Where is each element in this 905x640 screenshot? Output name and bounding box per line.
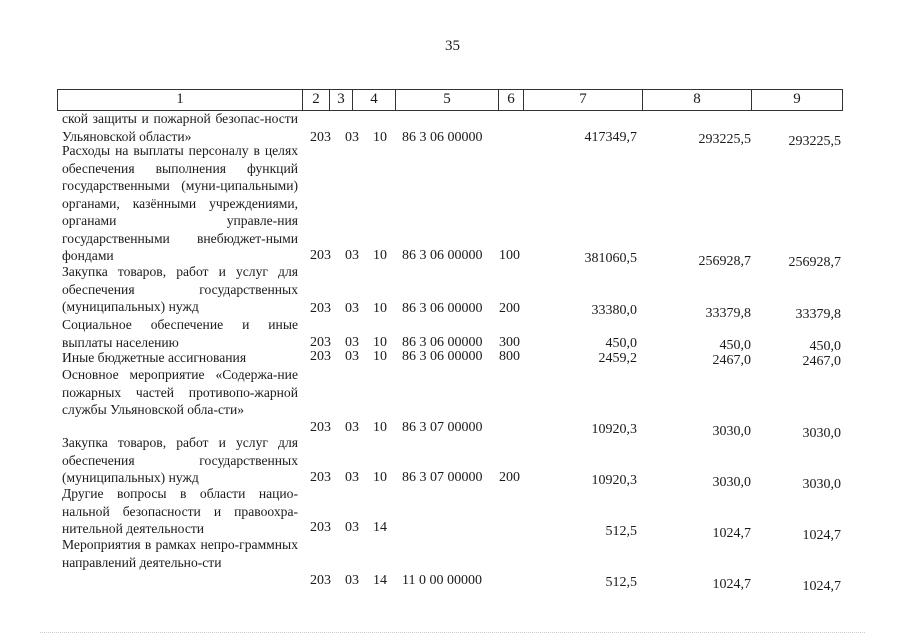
cell-amount-9: 450,0: [809, 339, 841, 354]
header-col-5: 5: [395, 89, 498, 110]
cell-target: 86 3 06 00000: [402, 349, 483, 364]
cell-amount-7: 512,5: [605, 575, 637, 590]
cell-amount-8: 293225,5: [698, 132, 751, 147]
cell-amount-8: 1024,7: [712, 577, 751, 592]
cell-amount-8: 2467,0: [712, 353, 751, 368]
cell-amount-7: 10920,3: [591, 422, 637, 437]
row-description: Закупка товаров, работ и услуг для обеспечения государственных (муниципальных) нужд: [62, 435, 298, 485]
header-col-1: 1: [57, 89, 302, 110]
cell-amount-8: 3030,0: [712, 475, 751, 490]
cell-amount-9: 256928,7: [788, 255, 841, 270]
page-number: 35: [445, 38, 460, 54]
cell-subsection: 10: [373, 301, 387, 316]
cell-code: 203: [310, 301, 331, 316]
cell-amount-8: 1024,7: [712, 526, 751, 541]
header-col-2: 2: [302, 89, 329, 110]
cell-code: 203: [310, 520, 331, 535]
cell-section: 03: [345, 520, 359, 535]
scan-edge-artifact: [40, 632, 865, 633]
cell-amount-8: 3030,0: [712, 424, 751, 439]
cell-amount-9: 3030,0: [802, 477, 841, 492]
header-col-6: 6: [498, 89, 523, 110]
header-col-4: 4: [352, 89, 395, 110]
cell-section: 03: [345, 335, 359, 350]
cell-amount-9: 1024,7: [802, 528, 841, 543]
row-description: Социальное обеспечение и иные выплаты населению: [62, 317, 298, 350]
cell-code: 203: [310, 349, 331, 364]
cell-amount-9: 33379,8: [795, 307, 841, 322]
cell-subsection: 10: [373, 420, 387, 435]
cell-amount-8: 33379,8: [705, 306, 751, 321]
header-col-7: 7: [523, 89, 642, 110]
cell-code: 203: [310, 573, 331, 588]
cell-amount-7: 417349,7: [584, 130, 637, 145]
cell-type: 800: [499, 349, 520, 364]
cell-subsection: 10: [373, 248, 387, 263]
cell-amount-7: 33380,0: [591, 303, 637, 318]
row-description: Иные бюджетные ассигнования: [62, 350, 247, 365]
cell-amount-9: 1024,7: [802, 579, 841, 594]
cell-subsection: 10: [373, 470, 387, 485]
cell-section: 03: [345, 301, 359, 316]
row-description: ской защиты и пожарной безопас-ности Ульяновской области»: [62, 111, 298, 144]
cell-code: 203: [310, 470, 331, 485]
cell-code: 203: [310, 420, 331, 435]
header-col-3: 3: [329, 89, 352, 110]
row-description: Основное мероприятие «Содержа-ние пожарных частей противопо-жарной службы Ульяновской обла-сти»: [62, 367, 298, 417]
cell-subsection: 10: [373, 130, 387, 145]
cell-amount-8: 450,0: [719, 338, 751, 353]
header-col-9: 9: [751, 89, 843, 110]
cell-target: 11 0 00 00000: [402, 573, 482, 588]
cell-section: 03: [345, 349, 359, 364]
cell-section: 03: [345, 573, 359, 588]
cell-subsection: 10: [373, 349, 387, 364]
row-description: Закупка товаров, работ и услуг для обеспечения государственных (муниципальных) нужд: [62, 264, 298, 314]
cell-amount-7: 2459,2: [598, 351, 637, 366]
cell-target: 86 3 07 00000: [402, 470, 483, 485]
cell-code: 203: [310, 335, 331, 350]
cell-type: 200: [499, 301, 520, 316]
cell-code: 203: [310, 248, 331, 263]
cell-section: 03: [345, 420, 359, 435]
row-description: Мероприятия в рамках непро-граммных направлений деятельно-сти: [62, 537, 298, 570]
cell-target: 86 3 06 00000: [402, 335, 483, 350]
header-col-8: 8: [642, 89, 751, 110]
cell-target: 86 3 06 00000: [402, 130, 483, 145]
cell-amount-9: 3030,0: [802, 426, 841, 441]
cell-section: 03: [345, 470, 359, 485]
cell-amount-7: 10920,3: [591, 473, 637, 488]
cell-target: 86 3 06 00000: [402, 301, 483, 316]
cell-type: 200: [499, 470, 520, 485]
cell-section: 03: [345, 248, 359, 263]
cell-amount-9: 2467,0: [802, 354, 841, 369]
cell-subsection: 14: [373, 520, 387, 535]
table-header: [57, 89, 843, 111]
cell-target: 86 3 06 00000: [402, 248, 483, 263]
cell-code: 203: [310, 130, 331, 145]
cell-target: 86 3 07 00000: [402, 420, 483, 435]
cell-subsection: 10: [373, 335, 387, 350]
cell-amount-7: 381060,5: [584, 251, 637, 266]
row-description: Расходы на выплаты персоналу в целях обеспечения выполнения функций государственными (муни-ципальными) органами, казёнными учреждениями, органами управле-ния государственными внебюджет-ными фондами: [62, 143, 298, 263]
cell-amount-7: 512,5: [605, 524, 637, 539]
row-description: Другие вопросы в области нацио-нальной безопасности и правоохра-нительной деятельности: [62, 486, 298, 536]
cell-amount-9: 293225,5: [788, 134, 841, 149]
cell-amount-8: 256928,7: [698, 254, 751, 269]
cell-type: 300: [499, 335, 520, 350]
cell-section: 03: [345, 130, 359, 145]
cell-subsection: 14: [373, 573, 387, 588]
cell-amount-7: 450,0: [605, 336, 637, 351]
cell-type: 100: [499, 248, 520, 263]
